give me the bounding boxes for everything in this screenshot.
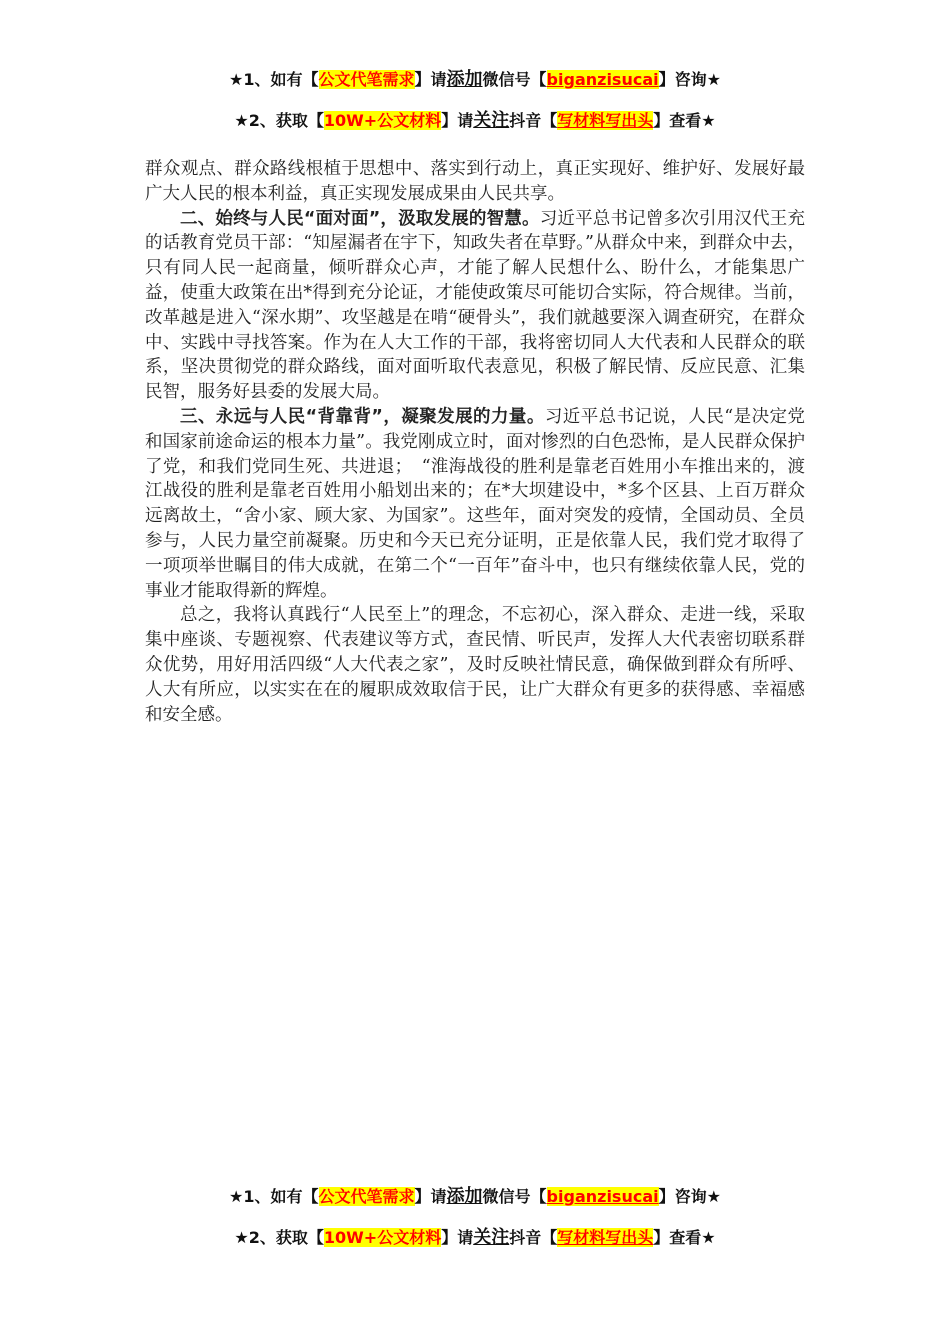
footer-banner-line-2 (0, 1227, 950, 1249)
document-body (145, 157, 805, 727)
banner-highlight: 10W+公文材料 (323, 111, 442, 130)
paragraph-text: 习近平总书记曾多次引用汉代王充的话教育党员干部：“知屋漏者在宇下，知政失者在草野。”从群众中来，到群众中去，只有同人民一起商量，倾听群众心声，才能了解人民想什么、盼什么，才能集思广益，使重大政策在出*得到充分论证，才能使政策尽可能切合实际，符合规律。当前，改革越是进入“深水期”、攻坚越是在啃“硬骨头”，我们就越要深入调查研究，在群众中、实践中寻找答案。作为在人大工作的干部，我将密切同人大代表和人民群众的联系，坚决贯彻党的群众路线，面对面听取代表意见，积极了解民情、反应民意、汇集民智，服务好县委的发展大局。 (145, 208, 805, 403)
banner-text: 微信号【 (482, 70, 547, 89)
banner-text: 】请 (414, 1187, 447, 1206)
banner-prefix: ★1、如有【 (229, 1187, 319, 1206)
section-heading: 三、永远与人民“背靠背”，凝聚发展的力量。 (180, 406, 545, 427)
banner-wechat-id: biganzisucai (546, 1187, 659, 1206)
banner-highlight: 10W+公文材料 (323, 1228, 442, 1247)
banner-text: 微信号【 (482, 1187, 547, 1206)
header-banner-line-2 (0, 110, 950, 132)
banner-douyin-id: 写材料写出头 (557, 111, 654, 130)
banner-emphasis: 添加 (446, 1186, 483, 1207)
header-banner-line-1 (0, 69, 950, 91)
body-paragraph (145, 207, 805, 405)
banner-prefix: ★2、获取【 (234, 1228, 324, 1247)
paragraph-text: 习近平总书记说，人民“是决定党和国家前途命运的根本力量”。我党刚成立时，面对惨烈的白色恐怖，是人民群众保护了党，和我们党同生死、共进退； “淮海战役的胜利是靠老百姓用小车推出来的，渡江战役的胜利是靠老百姓用小船划出来的；在*大坝建设中，*多个区县、上百万群众远离故土，“舍小家、顾大家、为国家”。这些年，面对突发的疫情，全国动员、全员参与，人民力量空前凝聚。历史和今天已充分证明，正是依靠人民，我们党才取得了一项项举世瞩目的伟大成就，在第二个“一百年”奋斗中，也只有继续依靠人民，党的事业才能取得新的辉煌。 (145, 406, 805, 601)
banner-suffix: 】查看★ (653, 111, 716, 130)
banner-text: 】请 (414, 70, 447, 89)
banner-suffix: 】查看★ (653, 1228, 716, 1247)
banner-text: 抖音【 (509, 111, 558, 130)
body-paragraph (145, 405, 805, 603)
body-paragraph: 总之，我将认真践行“人民至上”的理念，不忘初心，深入群众、走进一线，采取集中座谈、专题视察、代表建议等方式，查民情、听民声，发挥人大代表密切联系群众优势，用好用活四级“人大代表之家”，及时反映社情民意，确保做到群众有所呼、人大有所应，以实实在在的履职成效取信于民，让广大群众有更多的获得感、幸福感和安全感。 (145, 605, 805, 725)
banner-prefix: ★2、获取【 (234, 111, 324, 130)
section-heading: 二、始终与人民“面对面”，汲取发展的智慧。 (180, 208, 540, 229)
banner-text: 抖音【 (509, 1228, 558, 1247)
banner-highlight: 公文代笔需求 (318, 70, 415, 89)
banner-suffix: 】咨询★ (658, 1187, 721, 1206)
footer-banner-line-1 (0, 1186, 950, 1208)
banner-suffix: 】咨询★ (658, 70, 721, 89)
banner-text: 】请 (441, 1228, 474, 1247)
banner-text: 】请 (441, 111, 474, 130)
banner-emphasis: 关注 (473, 110, 510, 131)
banner-douyin-id: 写材料写出头 (557, 1228, 654, 1247)
banner-highlight: 公文代笔需求 (318, 1187, 415, 1206)
body-paragraph: 群众观点、群众路线根植于思想中、落实到行动上，真正实现好、维护好、发展好最广大人民的根本利益，真正实现发展成果由人民共享。 (145, 159, 805, 204)
banner-emphasis: 添加 (446, 69, 483, 90)
banner-wechat-id: biganzisucai (546, 70, 659, 89)
banner-prefix: ★1、如有【 (229, 70, 319, 89)
banner-emphasis: 关注 (473, 1227, 510, 1248)
